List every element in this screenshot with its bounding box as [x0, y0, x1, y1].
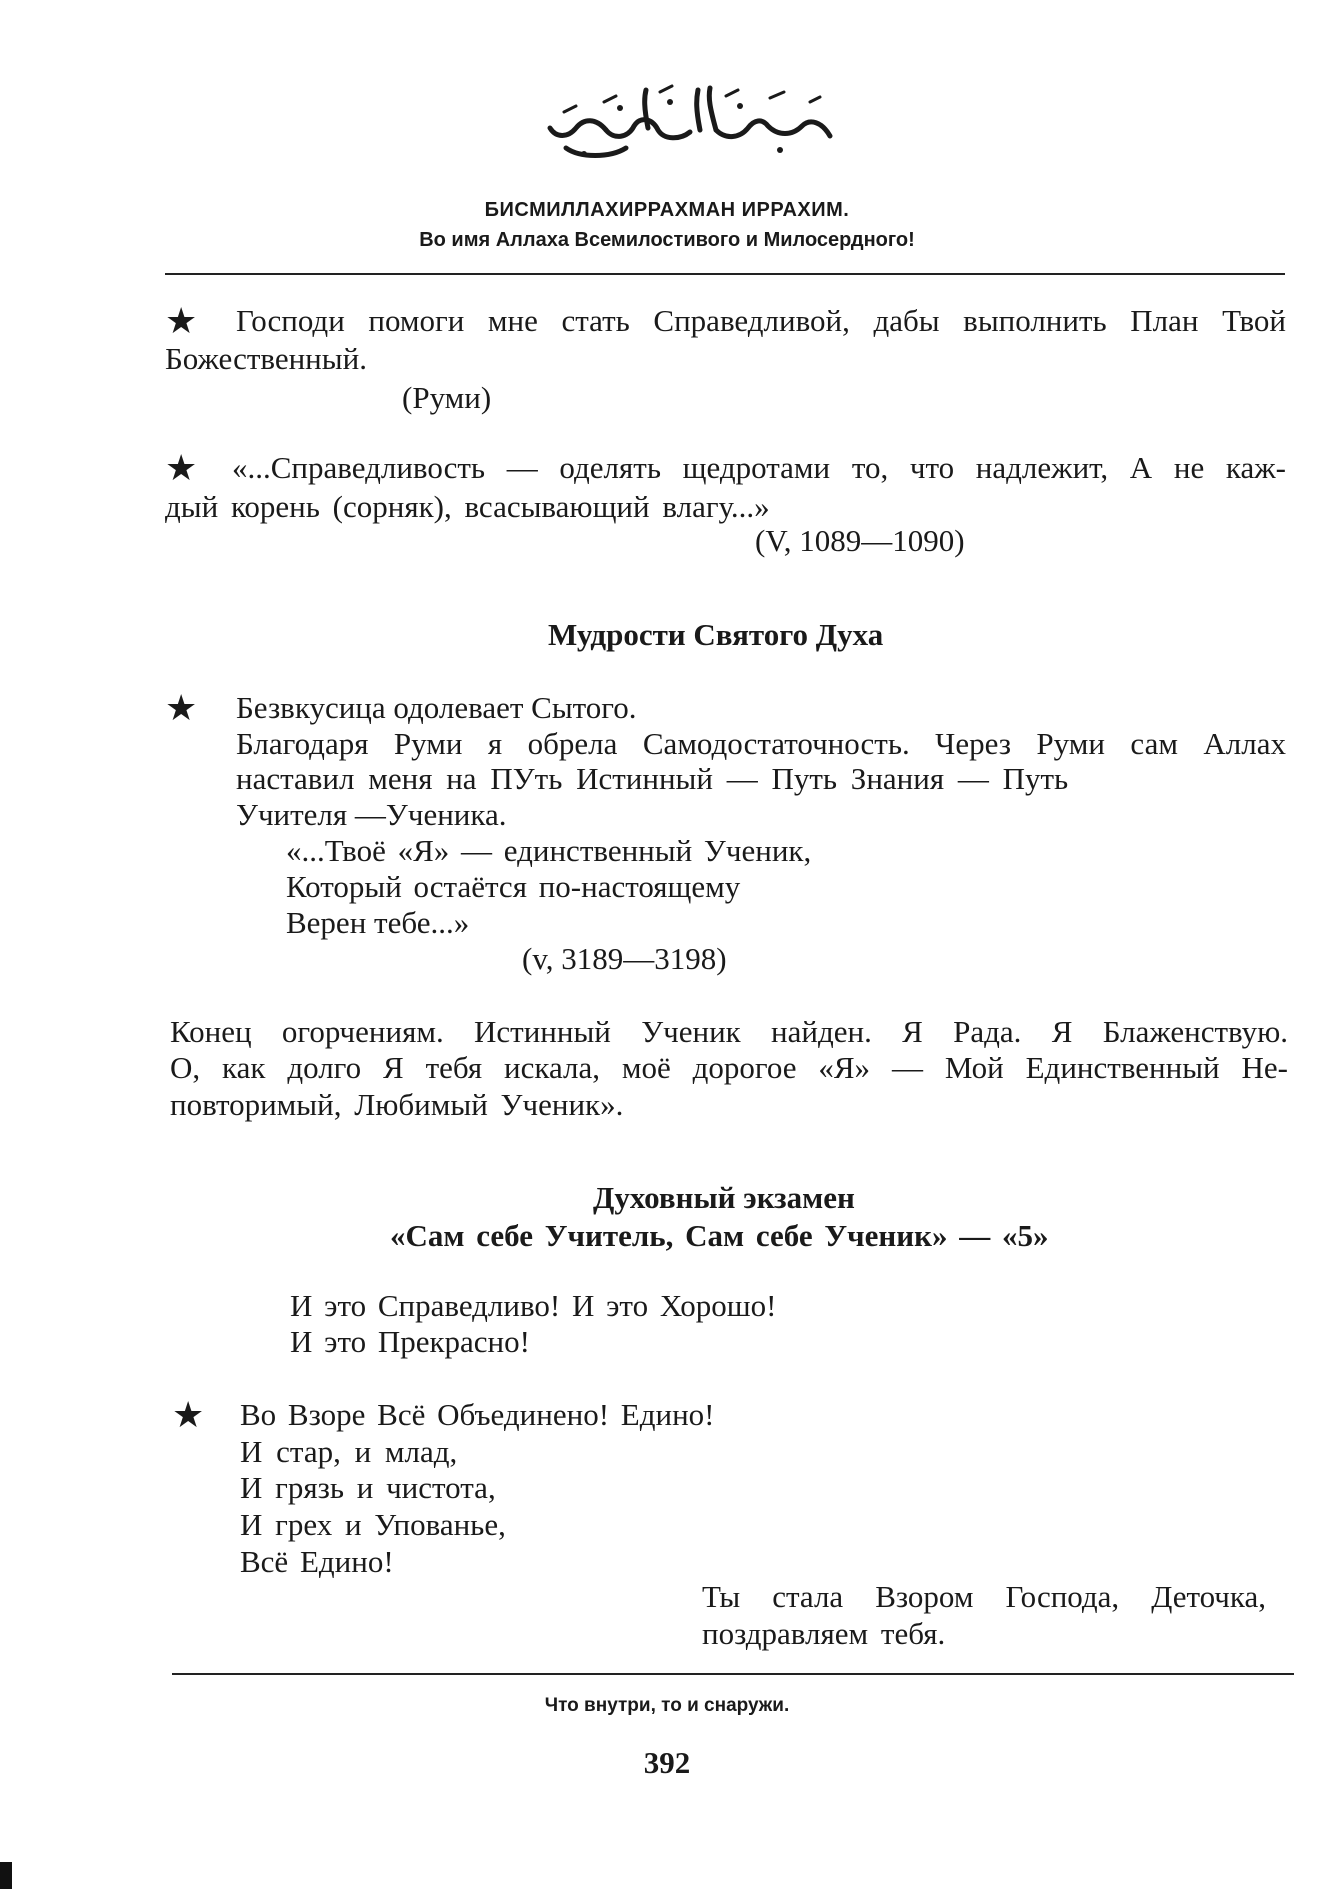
entry4-line3: И грязь и чистота, — [240, 1470, 496, 1505]
entry1-line2: Божественный. — [165, 341, 367, 376]
bismillah-calligraphy — [540, 78, 840, 168]
section-heading: Мудрости Святого Духа — [548, 617, 884, 652]
entry3-quote3: Верен тебе...» — [286, 905, 470, 940]
entry4-closing1: Ты стала Взором Господа, Деточка, — [702, 1579, 1266, 1614]
entry1-attribution: (Руми) — [402, 380, 492, 415]
star-icon: ★ — [165, 688, 198, 728]
entry4-line4: И грех и Упованье, — [240, 1507, 506, 1542]
section-heading: Духовный экзамен — [593, 1180, 855, 1215]
entry3-line4: Учителя —Ученика. — [236, 797, 507, 832]
page-number: 392 — [643, 1745, 691, 1780]
entry3-line3: наставил меня на ПУть Истинный — Путь Знания — Путь — [236, 761, 1069, 796]
paragraph-line2: О, как долго Я тебя искала, моё дорогое «Я» — Мой Единственный Не- — [170, 1050, 1288, 1085]
header-subtitle: Во имя Аллаха Всемилостивого и Милосердного! — [419, 229, 915, 251]
paragraph-line3: повторимый, Любимый Ученик». — [170, 1087, 624, 1122]
entry3-line1: Безвкусица одолевает Сытого. — [236, 690, 637, 725]
star-icon: ★ — [172, 1395, 205, 1435]
entry2-attribution: (V, 1089—1090) — [755, 523, 965, 558]
section-subheading: «Сам себе Учитель, Сам себе Ученик» — «5» — [390, 1218, 1049, 1253]
header-title: БИСМИЛЛАХИРРАХМАН ИРРАХИМ. — [484, 199, 850, 221]
verse-line1: И это Справедливо! И это Хорошо! — [290, 1288, 777, 1323]
entry4-closing2: поздравляем тебя. — [702, 1616, 946, 1651]
entry1-line1: Господи помоги мне стать Справедливой, дабы выполнить План Твой — [236, 303, 1286, 338]
entry2-line1: «...Справедливость — оделять щедротами то, что надлежит, А не каж- — [232, 450, 1286, 485]
header-rule — [165, 273, 1285, 275]
star-icon: ★ — [165, 301, 198, 341]
entry4-line1: Во Взоре Всё Объединено! Едино! — [240, 1397, 715, 1432]
entry3-attribution: (v, 3189—3198) — [522, 941, 727, 976]
entry3-quote1: «...Твоё «Я» — единственный Ученик, — [286, 833, 812, 868]
footer-rule — [172, 1673, 1294, 1675]
entry3-quote2: Который остаётся по-настоящему — [286, 869, 741, 904]
entry3-line2: Благодаря Руми я обрела Самодостаточность. Через Руми сам Аллах — [236, 726, 1286, 761]
paragraph-line1: Конец огорчениям. Истинный Ученик найден. Я Рада. Я Блаженствую. — [170, 1014, 1288, 1049]
verse-line2: И это Прекрасно! — [290, 1324, 530, 1359]
entry4-line5: Всё Едино! — [240, 1544, 394, 1579]
star-icon: ★ — [165, 448, 198, 488]
entry2-line2: дый корень (сорняк), всасывающий влагу...» — [165, 489, 770, 524]
footer-motto: Что внутри, то и снаружи. — [544, 1695, 790, 1716]
scan-edge-mark — [0, 1862, 12, 1889]
entry4-line2: И стар, и млад, — [240, 1434, 458, 1469]
